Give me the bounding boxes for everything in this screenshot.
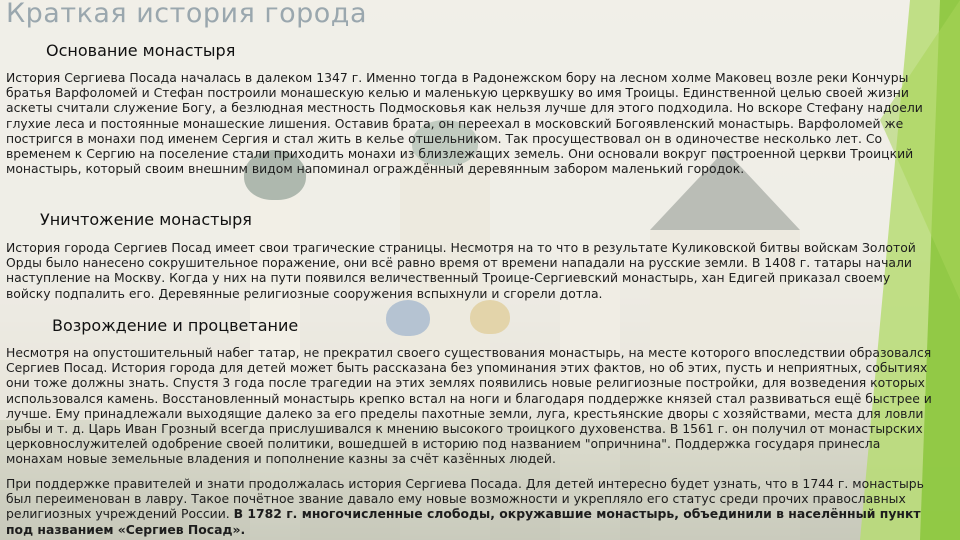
- section-heading-founding: Основание монастыря: [46, 41, 236, 60]
- section-text-founding: История Сергиева Посада началась в далеком 1347 г. Именно тогда в Радонежском бору на лесном холме Маковец возле реки Кончуры братья Варфоломей и Стефан построили монашескую келью и маленькую церквушку во имя Троицы. Единственной целью своей жизни аскеты считали служение Богу, а безлюдная местность Подмосковья как нельзя лучше для этого подходила. Но вскоре Стефану надоели глухие леса и постоянные монашеские лишения. Оставив брата, он переехал в московский Богоявленский монастырь. Варфоломей же постригся в монахи под именем Сергия и стал жить в келье отшельником. Так просуществовал он в одиночестве несколько лет. Со временем к Сергию на поселение стали приходить монахи из близлежащих земель. Они основали вокруг построенной церкви Троицкий монастырь, который своим внешним видом напоминал ограждённый деревянным забором маленький городок.: [6, 70, 923, 177]
- revival-text-2: При поддержке правителей и знати продолжалась история Сергиева Посада. Для детей интересно будет узнать, что в 1744 г. монастырь был переименован в лавру. Такое почётное звание давало ему новые возможности и укрепляло его статус среди прочих православных религиозных учреждений России.: [6, 476, 924, 522]
- section-text-destruction: История города Сергиев Посад имеет свои трагические страницы. Несмотря на то что в результате Куликовской битвы войскам Золотой Орды было нанесено сокрушительное поражение, они всё равно время от времени нападали на русские земли. В 1408 г. татары начали наступление на Москву. Когда у них на пути появился величественный Троице-Сергиевский монастырь, хан Едигей приказал своему войску подпалить его. Деревянные религиозные сооружения вспыхнули и сгорели дотла.: [6, 240, 916, 301]
- section-heading-destruction: Уничтожение монастыря: [40, 210, 252, 229]
- page-title: Краткая история города: [6, 0, 367, 29]
- revival-text-2-bold: В 1782 г. многочисленные слободы, окружавшие монастырь, объединили в населённый пункт под названием «Сергиев Посад».: [6, 506, 921, 537]
- section-text-revival-2: [6, 476, 936, 537]
- section-heading-revival: Возрождение и процветание: [52, 316, 299, 335]
- section-text-revival: Несмотря на опустошительный набег татар, не прекратил своего существования монастырь, на месте которого впоследствии образовался Сергиев Посад. История города для детей может быть рассказана без упоминания этих фактов, но об этих, пусть и неприятных, событиях они тоже должны знать. Спустя 3 года после трагедии на этих землях появились новые религиозные постройки, для возведения которых использовался камень. Восстановленный монастырь крепко встал на ноги и благодаря поддержке князей стал развиваться ещё быстрее и лучше. Ему принадлежали выходящие далеко за его пределы пахотные земли, луга, крестьянские дворы с хозяйствами, места для ловли рыбы и т. д. Царь Иван Грозный всегда прислушивался к мнению высокого троицкого духовенства. В 1561 г. он получил от монастырских церковнослужителей одобрение своей политики, вошедшей в историю под названием "опричнина". Поддержка государя принесла монахам новые земельные владения и пополнение казны за счёт казённых людей.: [6, 345, 932, 467]
